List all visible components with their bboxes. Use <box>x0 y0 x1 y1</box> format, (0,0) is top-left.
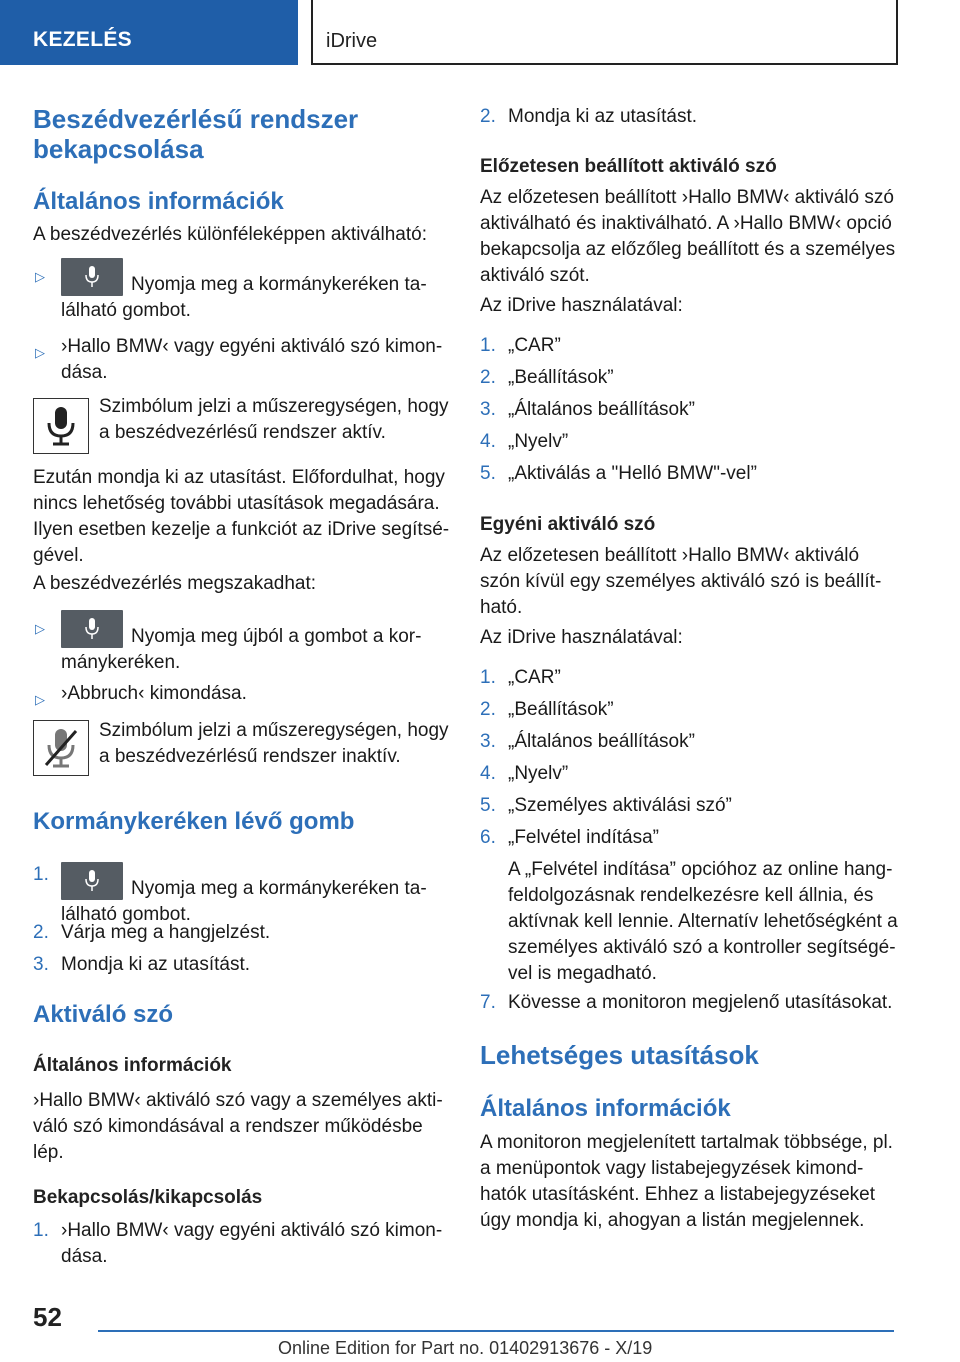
list-item-text: Nyomja meg a kormánykeréken ta-lálható gombot. <box>61 274 427 321</box>
list-item <box>480 365 900 391</box>
custom-text: Az előzetesen beállított ›Hallo BMW‹ aktiváló szón kívül egy személyes aktiváló szó is beállít-ható. <box>480 545 882 618</box>
list-item-text: „Felvétel indítása” <box>508 827 660 848</box>
list-item-text: Nyomja meg újból a gombot a kor-mánykeréken. <box>61 626 422 673</box>
general-heading: Általános információk <box>33 188 284 215</box>
step-number: 3. <box>480 731 496 752</box>
section-header <box>0 0 298 65</box>
possible-heading: Lehetséges utasítások <box>480 1040 759 1070</box>
step-number: 4. <box>480 763 496 784</box>
preset-subheading: Előzetesen beállított aktiváló szó <box>480 156 777 177</box>
list-item-text: ›Abbruch‹ kimondása. <box>61 683 247 704</box>
list-item-text: Mondja ki az utasítást. <box>508 106 698 127</box>
list-item <box>33 258 451 322</box>
list-item <box>480 761 900 787</box>
after-text: Ezután mondja ki az utasítást. Előfordulhat, hogy nincs lehetőség további utasítások megadására. Ilyen esetben kezelje a funkciót az iDrive segítsé-gével. <box>33 467 450 566</box>
list-item-text: „Általános beállítások” <box>508 399 695 420</box>
step-number: 7. <box>480 992 496 1013</box>
list-item-text: ›Hallo BMW‹ vagy egyéni aktiváló szó kimon-dása. <box>61 336 443 383</box>
list-item <box>480 397 900 423</box>
page-number: 52 <box>33 1302 62 1332</box>
list-item <box>480 665 900 691</box>
chapter-title: iDrive <box>326 30 378 52</box>
possible-general-heading: Általános információk <box>480 1095 731 1122</box>
step-number: 5. <box>480 463 496 484</box>
list-item-text: „Nyelv” <box>508 763 569 784</box>
triangle-right-icon: ▷ <box>35 692 45 707</box>
list-item-text: „Aktiválás a "Helló BMW"-vel” <box>508 463 757 484</box>
list-item <box>480 825 900 851</box>
list-item-text: „CAR” <box>508 335 561 356</box>
custom-subheading: Egyéni aktiváló szó <box>480 514 656 535</box>
step-number: 1. <box>33 864 49 885</box>
list-item-text: Kövesse a monitoron megjelenő utasításokat. <box>508 992 893 1013</box>
step-number: 1. <box>480 667 496 688</box>
step-number: 2. <box>33 922 49 943</box>
list-item <box>480 333 900 359</box>
list-item <box>480 793 900 819</box>
step-number: 2. <box>480 699 496 720</box>
onoff-subheading: Bekapcsolás/kikapcsolás <box>33 1187 263 1208</box>
list-item <box>33 952 451 978</box>
list-item <box>33 610 451 674</box>
list-item <box>480 461 900 487</box>
wake-general-text: ›Hallo BMW‹ aktiváló szó vagy a személyes akti-váló szó kimondásával a rendszer működésbe lép. <box>33 1090 443 1163</box>
step-number: 3. <box>480 399 496 420</box>
wake-general-subheading: Általános információk <box>33 1055 232 1076</box>
microphone-crossed-icon <box>33 720 89 776</box>
step-number: 5. <box>480 795 496 816</box>
custom-note: A „Felvétel indítása” opcióhoz az online hang-feldolgozásnak rendelkezésre kell állnia, és aktívnak kell lennie. Alternatív lehetőségként a személyes aktiváló szó a kontroller segítségé-vel is megadható. <box>508 859 898 984</box>
step-number: 1. <box>480 335 496 356</box>
chapter-header <box>311 0 898 65</box>
intro-text: A beszédvezérlés különféleképpen aktiválható: <box>33 224 427 245</box>
triangle-right-icon: ▷ <box>35 621 45 636</box>
triangle-right-icon: ▷ <box>35 345 45 360</box>
preset-text: Az előzetesen beállított ›Hallo BMW‹ aktiváló szó aktiválható és inaktiválható. A ›Hallo BMW‹ opció bekapcsolja az előzőleg beállított és a személyes aktiváló szót. <box>480 187 896 286</box>
list-item <box>480 429 900 455</box>
microphone-button-icon <box>61 862 123 900</box>
active-symbol-text: Szimbólum jelzi a műszeregységen, hogy a beszédvezérlésű rendszer aktív. <box>99 396 449 443</box>
microphone-button-icon <box>61 258 123 296</box>
footer-divider <box>98 1330 894 1332</box>
section-title: KEZELÉS <box>33 28 132 51</box>
inactive-symbol-text: Szimbólum jelzi a műszeregységen, hogy a beszédvezérlésű rendszer inaktív. <box>99 720 449 767</box>
possible-text: A monitoron megjelenített tartalmak többsége, pl. a menüpontok vagy listabejegyzések kimond-hatók utasításként. Ehhez a listabejegyzéseket úgy mondja ki, ahogyan a listán megjelennek. <box>480 1132 893 1231</box>
list-item-text: „Személyes aktiválási szó” <box>508 795 732 816</box>
list-item <box>480 990 900 1016</box>
list-item <box>480 697 900 723</box>
list-item <box>480 729 900 755</box>
list-item-text: „Nyelv” <box>508 431 569 452</box>
list-item-text: Mondja ki az utasítást. <box>61 954 251 975</box>
page-title: Beszédvezérlésű rendszer bekapcsolása <box>33 104 359 164</box>
list-item-text: „Beállítások” <box>508 367 614 388</box>
list-item <box>480 104 900 130</box>
list-item <box>33 1218 451 1270</box>
list-item-text: Nyomja meg a kormánykeréken ta-lálható gombot. <box>61 878 427 925</box>
triangle-right-icon: ▷ <box>35 269 45 284</box>
list-item <box>33 334 451 386</box>
list-item-text: „Általános beállítások” <box>508 731 695 752</box>
preset-via: Az iDrive használatával: <box>480 295 683 316</box>
step-number: 6. <box>480 827 496 848</box>
step-number: 3. <box>33 954 49 975</box>
interrupt-intro: A beszédvezérlés megszakadhat: <box>33 573 317 594</box>
custom-via: Az iDrive használatával: <box>480 627 683 648</box>
step-number: 2. <box>480 106 496 127</box>
step-number: 2. <box>480 367 496 388</box>
list-item <box>33 920 451 946</box>
wake-heading: Aktiváló szó <box>33 1001 174 1028</box>
microphone-active-icon <box>33 398 89 454</box>
list-item-text: „CAR” <box>508 667 561 688</box>
list-item <box>33 862 451 926</box>
edition-text: Online Edition for Part no. 01402913676 - X/19 <box>278 1338 653 1358</box>
microphone-button-icon <box>61 610 123 648</box>
list-item-text: ›Hallo BMW‹ vagy egyéni aktiváló szó kimon-dása. <box>61 1220 443 1267</box>
list-item <box>33 681 451 707</box>
step-number: 4. <box>480 431 496 452</box>
step-number: 1. <box>33 1220 49 1241</box>
list-item-text: Várja meg a hangjelzést. <box>61 922 271 943</box>
list-item-text: „Beállítások” <box>508 699 614 720</box>
wheel-heading: Kormánykeréken lévő gomb <box>33 808 355 835</box>
